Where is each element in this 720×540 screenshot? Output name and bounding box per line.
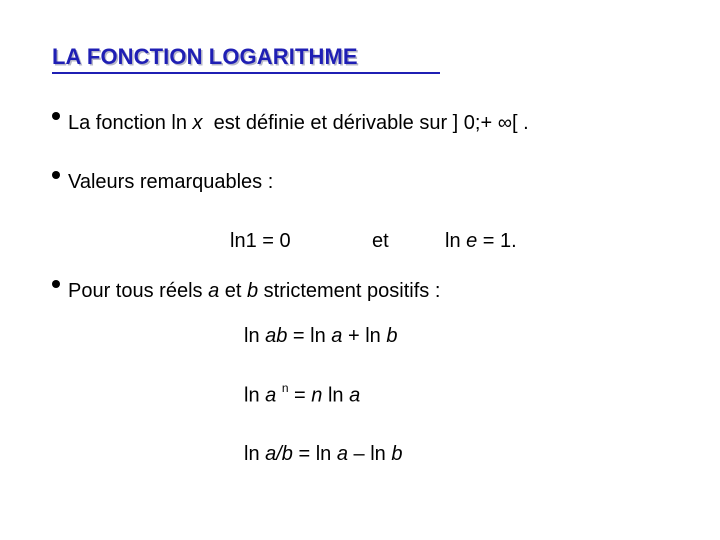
bullet-text-p3: strictement positifs :	[258, 280, 441, 302]
bullet-icon	[52, 280, 60, 288]
formula-quotient	[244, 443, 402, 466]
lne-suffix: = 1.	[477, 230, 517, 252]
formula-var: b	[391, 443, 403, 465]
formula-text: ln	[244, 384, 266, 407]
formula-var: a	[331, 325, 343, 347]
variable-e: e	[466, 230, 478, 252]
formula-var: n	[311, 384, 323, 407]
variable-a: a	[208, 280, 220, 302]
formula-var: a	[349, 384, 361, 407]
variable-b: b	[247, 280, 259, 302]
formula-text: + ln	[342, 325, 387, 347]
formula-text: =	[288, 384, 312, 407]
bullet-icon	[52, 171, 60, 179]
lne-prefix: ln	[445, 230, 467, 252]
bullet-text-p1: Pour tous réels	[68, 280, 209, 302]
bullet-item-properties	[52, 280, 440, 303]
formula-var: ab	[265, 325, 288, 347]
formula-text: – ln	[347, 443, 392, 465]
title-underline	[52, 72, 440, 74]
bullet-item-remarkable	[52, 171, 273, 194]
formula-var: b	[386, 325, 398, 347]
formula-text: ln	[244, 325, 266, 347]
page-title: LA FONCTION LOGARITHME	[52, 44, 358, 69]
remarkable-value-lne	[445, 230, 517, 253]
formula-text: ln	[244, 443, 266, 465]
formula-var: a	[336, 443, 348, 465]
formula-text: = ln	[292, 443, 337, 465]
bullet-text-p2: et	[219, 280, 247, 302]
formula-text: = ln	[287, 325, 332, 347]
formula-power	[244, 383, 360, 408]
variable-x: x	[192, 112, 203, 134]
remarkable-value-ln1: ln1 = 0	[230, 230, 291, 252]
formula-var: a/b	[265, 443, 293, 465]
remarkable-connector: et	[372, 230, 389, 252]
formula-text: ln	[322, 384, 350, 407]
bullet-text-suffix: est définie et dérivable sur ] 0;+ ∞[ .	[202, 112, 529, 134]
bullet-item-domain	[52, 112, 529, 135]
bullet-text-prefix: La fonction ln	[68, 112, 193, 134]
formula-product	[244, 325, 397, 348]
formula-var: a	[265, 384, 277, 407]
bullet-text: Valeurs remarquables :	[68, 171, 274, 193]
formula-exponent: n	[281, 381, 289, 395]
bullet-icon	[52, 112, 60, 120]
